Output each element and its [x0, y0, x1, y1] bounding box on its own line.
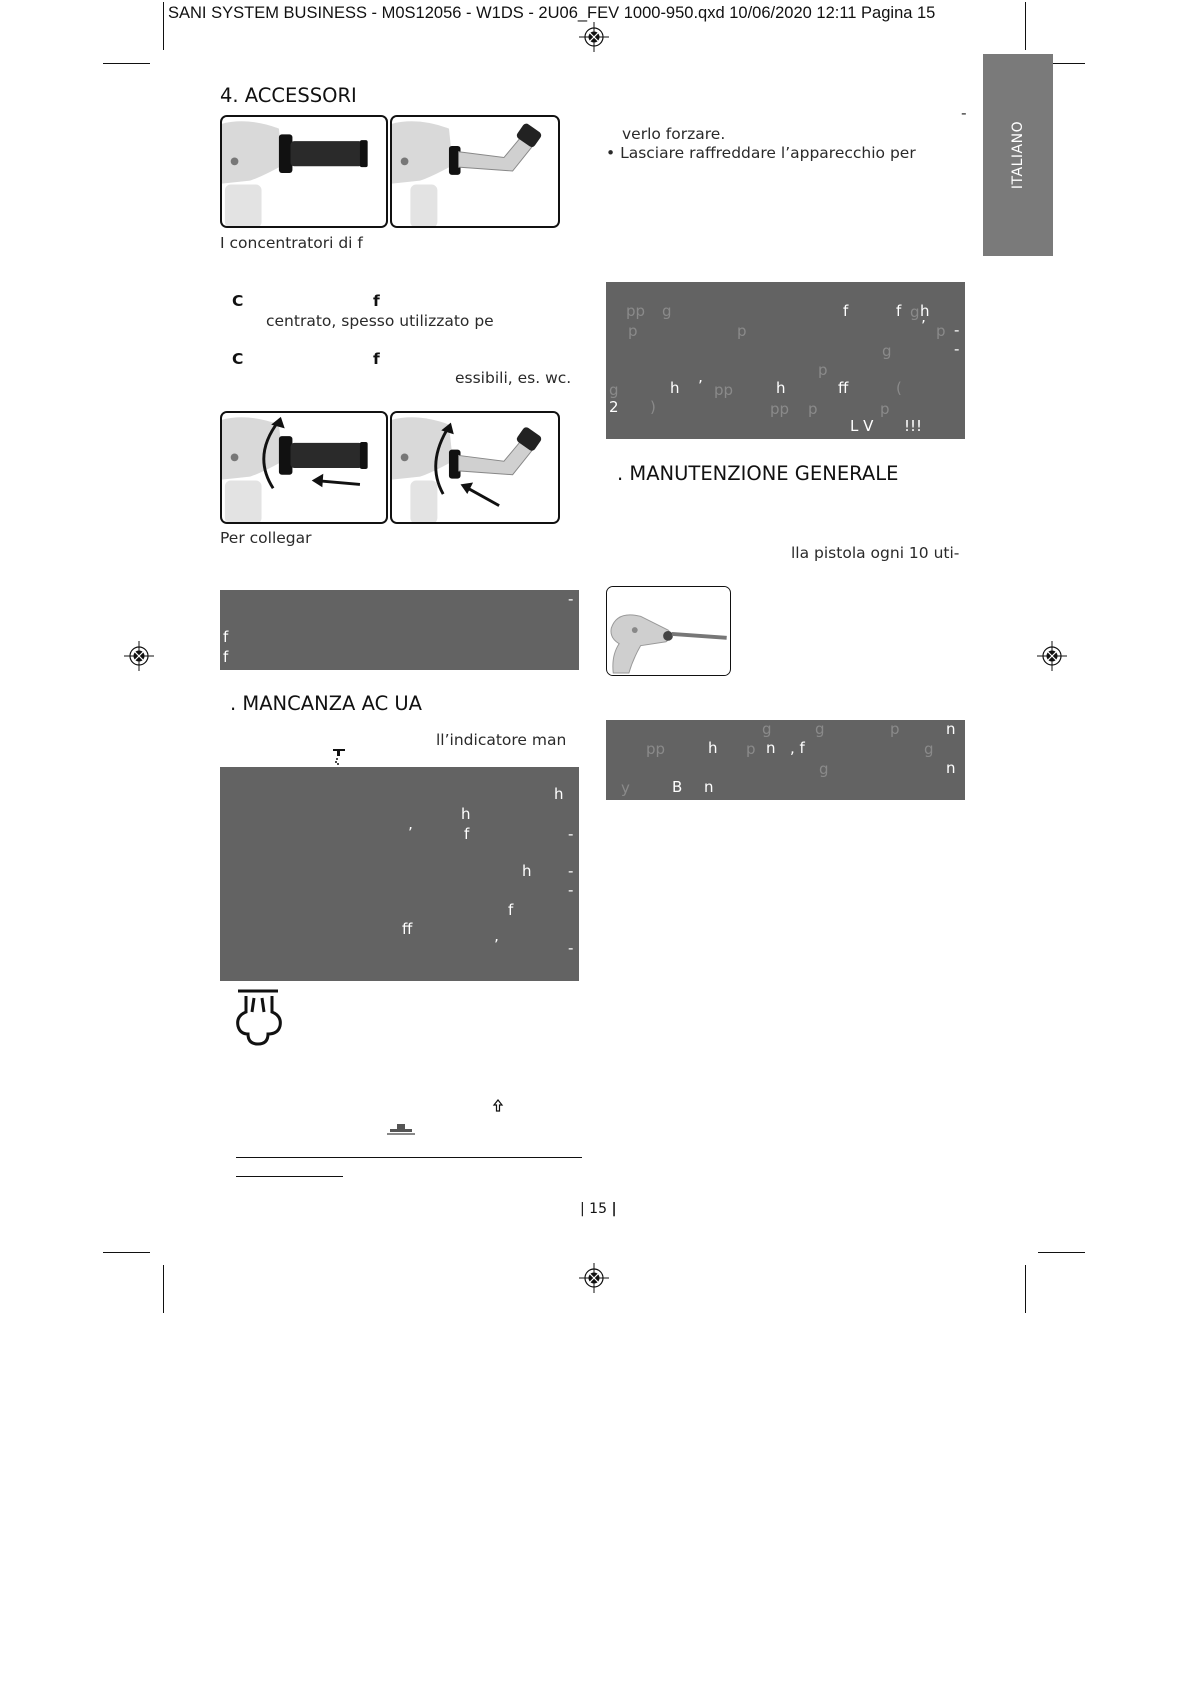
note-box-2-fragment: -: [568, 862, 574, 880]
caption-concentrators: I concentratori di f: [220, 234, 363, 252]
note-box-4-fragment: B: [672, 778, 683, 796]
note-box-3-fragment: p: [628, 322, 638, 340]
note-box-4-fragment: g: [762, 720, 772, 738]
note-box-2-fragment: f: [508, 901, 514, 919]
right-line-force: verlo forzare.: [622, 125, 726, 143]
steam-gun-angled-nozzle-icon: [392, 117, 558, 226]
note-box-3-fragment: g: [609, 381, 619, 399]
note-box-3-fragment: h: [776, 379, 786, 397]
registration-mark-icon: [1037, 641, 1067, 671]
crop-mark: [1025, 2, 1026, 50]
note-box-3-fragment: -: [954, 321, 960, 339]
note-box-3-fragment: ff: [838, 379, 849, 397]
registration-mark-icon: [579, 22, 609, 52]
note-box-4-fragment: g: [924, 740, 934, 758]
maintenance-text: lla pistola ogni 10 uti-: [791, 544, 960, 562]
note-box-3-fragment: 2: [609, 398, 619, 416]
photo-straight-nozzle: [220, 115, 388, 228]
note-box-3-fragment: (: [896, 379, 902, 397]
note-box-3-fragment: pp: [626, 302, 646, 320]
note-box-4-fragment: n: [946, 720, 956, 738]
note-box-3: [606, 282, 965, 439]
attach-angled-nozzle-icon: [392, 413, 558, 522]
section-title-maintenance: . MANUTENZIONE GENERALE: [617, 462, 899, 485]
footnote-rule-short: [236, 1176, 343, 1177]
note-box-3-fragment: p: [808, 400, 818, 418]
note-box-2-fragment: -: [568, 939, 574, 957]
note-box-2-fragment: h: [522, 862, 532, 880]
crop-mark: [163, 1265, 164, 1313]
note-box-2-fragment: f: [464, 825, 470, 843]
note-box-3-fragment: ’: [698, 377, 703, 395]
note-box-1-fragment: f: [223, 628, 229, 646]
note-box-3-fragment: pp: [770, 400, 790, 418]
photo-cleaning-gun: [606, 586, 731, 676]
registration-mark-icon: [124, 641, 154, 671]
note-box-3-fragment: h: [920, 302, 930, 320]
note-box-3-fragment: f: [843, 302, 849, 320]
note-box-3-fragment: p: [818, 361, 828, 379]
note-box-4-fragment: n: [704, 778, 714, 796]
note-box-4-fragment: pp: [646, 740, 666, 758]
right-bullet-cool: • Lasciare raffreddare l’apparecchio per: [606, 144, 916, 162]
right-top-dash: -: [961, 104, 967, 122]
crop-mark: [103, 63, 150, 64]
registration-mark-icon: [579, 1263, 609, 1293]
item1-marker: C: [232, 292, 244, 310]
steam-gun-straight-nozzle-icon: [222, 117, 386, 226]
note-box-3-fragment: f: [896, 302, 902, 320]
item2-text: essibili, es. wc.: [455, 369, 572, 387]
note-box-1-fragment: -: [568, 590, 574, 608]
note-box-4-fragment: p: [746, 740, 756, 758]
note-box-2-fragment: -: [568, 825, 574, 843]
note-box-3-fragment: ): [650, 398, 656, 416]
note-box-4-fragment: , f: [790, 739, 805, 757]
language-tab: [983, 54, 1053, 256]
note-box-3-fragment: p: [936, 322, 946, 340]
note-box-3-fragment: p: [880, 400, 890, 418]
page-number: | 15 |: [580, 1201, 617, 1217]
note-box-3-fragment: -: [954, 340, 960, 358]
item2-marker: C: [232, 350, 244, 368]
item2-fragment: f: [373, 350, 380, 368]
note-box-3-fragment: g: [910, 303, 920, 321]
note-box-4-fragment: g: [819, 760, 829, 778]
note-box-4-fragment: y: [621, 779, 630, 797]
section-title-accessori: 4. ACCESSORI: [220, 84, 357, 107]
print-slug: SANI SYSTEM BUSINESS - M0S12056 - W1DS - 2U06_FEV 1000-950.qxd 10/06/2020 12:11 Pagina 15: [168, 4, 936, 22]
crop-mark: [1025, 1265, 1026, 1313]
note-box-1: [220, 590, 579, 670]
note-box-3-fragment: pp: [714, 381, 734, 399]
note-box-3-fragment: h: [670, 379, 680, 397]
note-box-3-fragment: ’: [921, 317, 926, 335]
note-box-4-fragment: g: [815, 720, 825, 738]
base-station-icon: [387, 1123, 415, 1136]
note-box-2-fragment: -: [568, 881, 574, 899]
crop-mark: [103, 1252, 150, 1253]
note-box-2-fragment: h: [554, 785, 564, 803]
photo-angled-nozzle: [390, 115, 560, 228]
note-box-4: [606, 720, 965, 800]
note-box-4-fragment: n: [946, 759, 956, 777]
note-box-3-fragment: g: [882, 342, 892, 360]
water-tap-icon: [332, 748, 346, 766]
language-tab-label: ITALIANO: [1010, 120, 1026, 190]
crop-mark: [163, 2, 164, 50]
note-box-2-fragment: ’: [494, 936, 499, 954]
note-box-3-fragment: L V: [850, 417, 874, 435]
note-box-2: [220, 767, 579, 981]
footnote-rule: [236, 1157, 582, 1158]
note-box-3-fragment: g: [662, 302, 672, 320]
item1-text: centrato, spesso utilizzato pe: [266, 312, 494, 330]
cleaning-gun-icon: [607, 587, 730, 675]
item1-fragment: f: [373, 292, 380, 310]
note-box-4-fragment: n: [766, 739, 776, 757]
water-text: ll’indicatore man: [436, 731, 567, 749]
attach-straight-nozzle-icon: [222, 413, 386, 522]
note-box-2-fragment: ff: [402, 920, 413, 938]
note-box-4-fragment: h: [708, 739, 718, 757]
note-box-2-fragment: ’: [408, 824, 413, 842]
note-box-3-fragment: !!!: [904, 417, 923, 435]
note-box-3-fragment: p: [737, 322, 747, 340]
note-box-4-fragment: p: [890, 720, 900, 738]
steam-nozzle-icon: [232, 988, 286, 1052]
photo-attach-angled: [390, 411, 560, 524]
crop-mark: [1038, 1252, 1085, 1253]
note-box-1-fragment: f: [223, 648, 229, 666]
section-title-water-shortage: . MANCANZA AC UA: [230, 692, 423, 715]
note-box-2-fragment: h: [461, 805, 471, 823]
caption-connect: Per collegar: [220, 529, 312, 547]
steam-up-icon: [492, 1099, 504, 1113]
photo-attach-straight: [220, 411, 388, 524]
